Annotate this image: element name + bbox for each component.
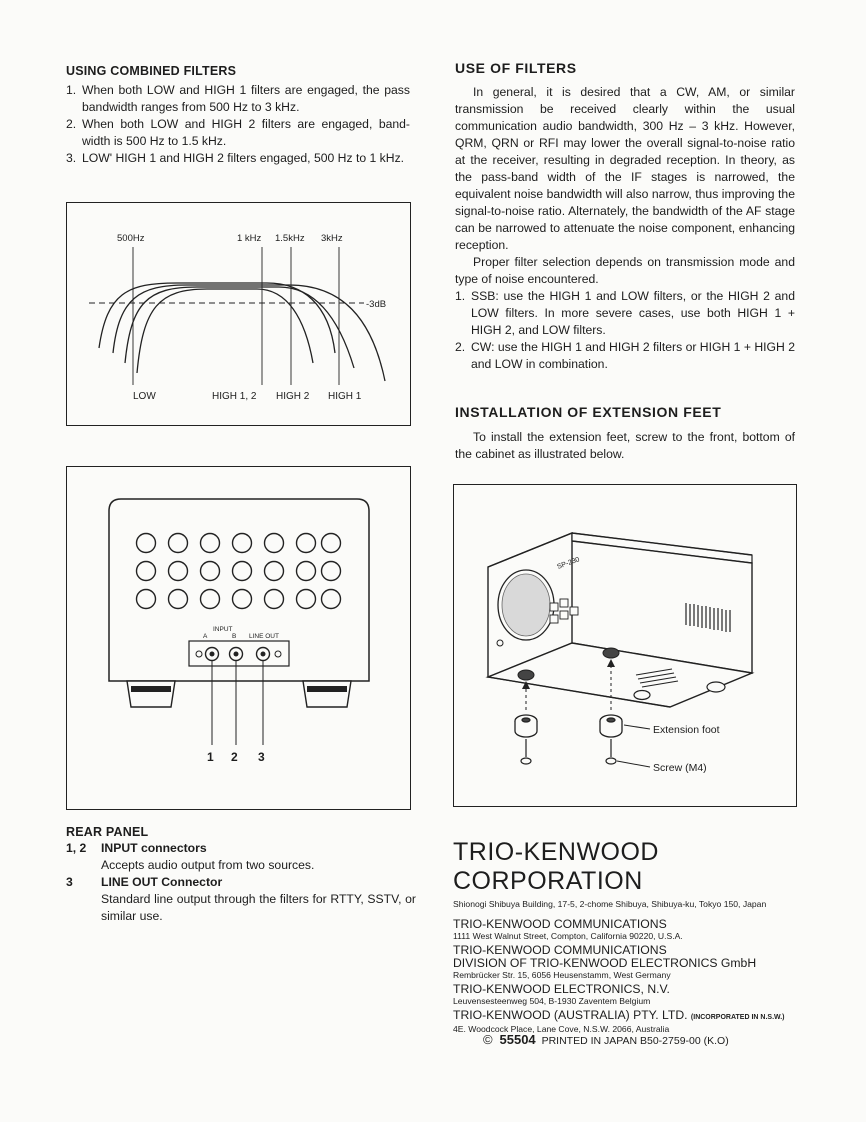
branch-address: Rembrücker Str. 15, 6056 Heusenstamm, West Germany [453, 970, 671, 980]
rear-foot-right [707, 682, 725, 692]
use-of-filters-heading: USE OF FILTERS [455, 60, 577, 76]
high1-filter-curve [113, 285, 385, 381]
freq-label-3khz: 3kHz [321, 233, 343, 244]
foot-leader [624, 725, 650, 729]
input-label: INPUT [213, 626, 233, 633]
branch-address: 1111 West Walnut Street, Compton, California 90220, U.S.A. [453, 931, 683, 941]
jack-b-center [234, 652, 239, 657]
rear-panel-item-desc: Standard line output through the filters for RTTY, SSTV, or similar use. [101, 892, 416, 923]
mount-hole-left [518, 670, 534, 680]
branch-address: 4E. Woodcock Place, Lane Cove, N.S.W. 2066, Australia [453, 1024, 670, 1034]
curve-label-high12: HIGH 1, 2 [212, 391, 257, 402]
filter-response-diagram [66, 202, 411, 426]
minus-3db-label: -3dB [366, 299, 387, 310]
branch-name: TRIO-KENWOOD (AUSTRALIA) PTY. LTD. [453, 1008, 688, 1022]
screw-leader [617, 761, 650, 767]
jack-b-label: B [232, 633, 237, 640]
branch-division: DIVISION OF TRIO-KENWOOD ELECTRONICS GmbH [453, 956, 757, 970]
front-switches [550, 599, 578, 623]
freq-label-1-5khz: 1.5kHz [275, 233, 305, 244]
left-foot [127, 681, 175, 707]
list-item: 2. CW: use the HIGH 1 and HIGH 2 filters or HIGH 1 + HIGH 2 and LOW in combination. [455, 340, 795, 371]
callout-3: 3 [258, 750, 265, 764]
filter-response-svg [67, 203, 410, 425]
corporation-name: TRIO-KENWOOD CORPORATION [453, 838, 659, 895]
rear-panel-diagram [66, 466, 411, 810]
callout-1: 1 [207, 750, 214, 764]
combined-filters-list [66, 82, 410, 167]
use-of-filters-section [455, 60, 795, 373]
screw-left [521, 739, 531, 764]
right-foot [303, 681, 351, 707]
screw-label: Screw (M4) [653, 762, 707, 774]
high12-filter-curve [137, 289, 313, 373]
screw-right [606, 739, 616, 764]
callout-2: 2 [231, 750, 238, 764]
rear-panel-heading: REAR PANEL [66, 825, 149, 839]
connector-plate [189, 641, 289, 666]
extension-foot-left [515, 715, 537, 737]
high2-filter-curve [125, 287, 354, 368]
branch-address: Leuvensesteenweg 504, B-1930 Zaventem Belgium [453, 996, 651, 1006]
installation-text: To install the extension feet, screw to the front, bottom of the cabinet as illustrated below. [455, 430, 795, 461]
installation-section [455, 404, 795, 463]
curve-label-high2: HIGH 2 [276, 391, 310, 402]
jack-a-center [210, 652, 215, 657]
list-item: 2. When both LOW and HIGH 2 filters are engaged, band-width is 500 Hz to 1.5 kHz. [66, 117, 410, 148]
footer-code: 55504 [499, 1032, 536, 1047]
curve-label-high1: HIGH 1 [328, 391, 362, 402]
model-label: SP-230 [556, 556, 581, 571]
extension-feet-diagram [453, 484, 797, 807]
speaker-cone [502, 574, 550, 636]
branch-note: (INCORPORATED IN N.S.W.) [690, 1014, 785, 1021]
list-item: 3. LOW' HIGH 1 and HIGH 2 filters engaged, 500 Hz to 1 kHz. [66, 151, 405, 165]
footer-printed: PRINTED IN JAPAN B50-2759-00 (K.O) [541, 1035, 729, 1047]
mount-hole-right [603, 648, 619, 658]
use-of-filters-para2: Proper filter selection depends on transmission mode and type of noise encountered. [455, 255, 795, 286]
branch-name: TRIO-KENWOOD COMMUNICATIONS [453, 917, 667, 931]
rear-panel-item: 3 LINE OUT Connector [66, 875, 223, 889]
rear-panel-svg [67, 467, 410, 809]
curve-label-low: LOW [133, 391, 156, 402]
list-item: 1. SSB: use the HIGH 1 and LOW filters, or the HIGH 2 and LOW filters. In more severe cases, use both HIGH 1 + HIGH 2, and LOW filters. [455, 289, 795, 337]
extension-feet-svg [454, 485, 796, 806]
combined-filters-section [66, 64, 410, 167]
use-of-filters-list [455, 288, 795, 373]
rear-panel-item-desc: Accepts audio output from two sources. [101, 858, 315, 872]
rear-panel-item: 1, 2 INPUT connectors [66, 841, 207, 855]
branch-name: TRIO-KENWOOD ELECTRONICS, N.V. [453, 982, 670, 996]
installation-heading: INSTALLATION OF EXTENSION FEET [455, 404, 722, 420]
footer [483, 1032, 803, 1047]
corporation-block [453, 838, 813, 1034]
rear-foot-left [634, 691, 650, 700]
speaker-top-edge [572, 533, 752, 563]
freq-label-500hz: 500Hz [117, 233, 145, 244]
jack-a-label: A [203, 633, 208, 640]
use-of-filters-para1: In general, it is desired that a CW, AM, or similar transmission be received clearly within the usual communication audio bandwidth, 300 Hz – 3 kHz. However, QRM, QRN or RFI may lower the overall signal-to-noise ratio at the receiver, resulting in degraded reception. In theory, as the pass-band width of the IF stages is narrowed, the equivalent noise bandwidth will also narrow, thus improving the signal-to-noise ratio. Alternately, the bandwidth of the AF stage can be narrowed to attenuate the noise component, enhancing reception. [455, 85, 795, 252]
copyright-symbol: © [483, 1032, 493, 1047]
rear-panel-section [66, 825, 416, 925]
list-item: 1. When both LOW and HIGH 1 filters are engaged, the pass bandwidth ranges from 500 Hz to 3 kHz. [66, 83, 410, 114]
branch-name: TRIO-KENWOOD COMMUNICATIONS [453, 943, 667, 957]
freq-label-1khz: 1 kHz [237, 233, 262, 244]
branch-name-row [453, 1009, 813, 1024]
extension-foot-right [600, 715, 622, 737]
line-out-jack-center [261, 652, 266, 657]
line-out-label: LINE OUT [249, 633, 279, 640]
side-vents [686, 603, 730, 632]
corporation-address: Shionogi Shibuya Building, 17-5, 2-chome Shibuya, Shibuya-ku, Tokyo 150, Japan [453, 899, 767, 909]
combined-filters-heading: USING COMBINED FILTERS [66, 64, 237, 78]
extension-foot-label: Extension foot [653, 724, 720, 736]
